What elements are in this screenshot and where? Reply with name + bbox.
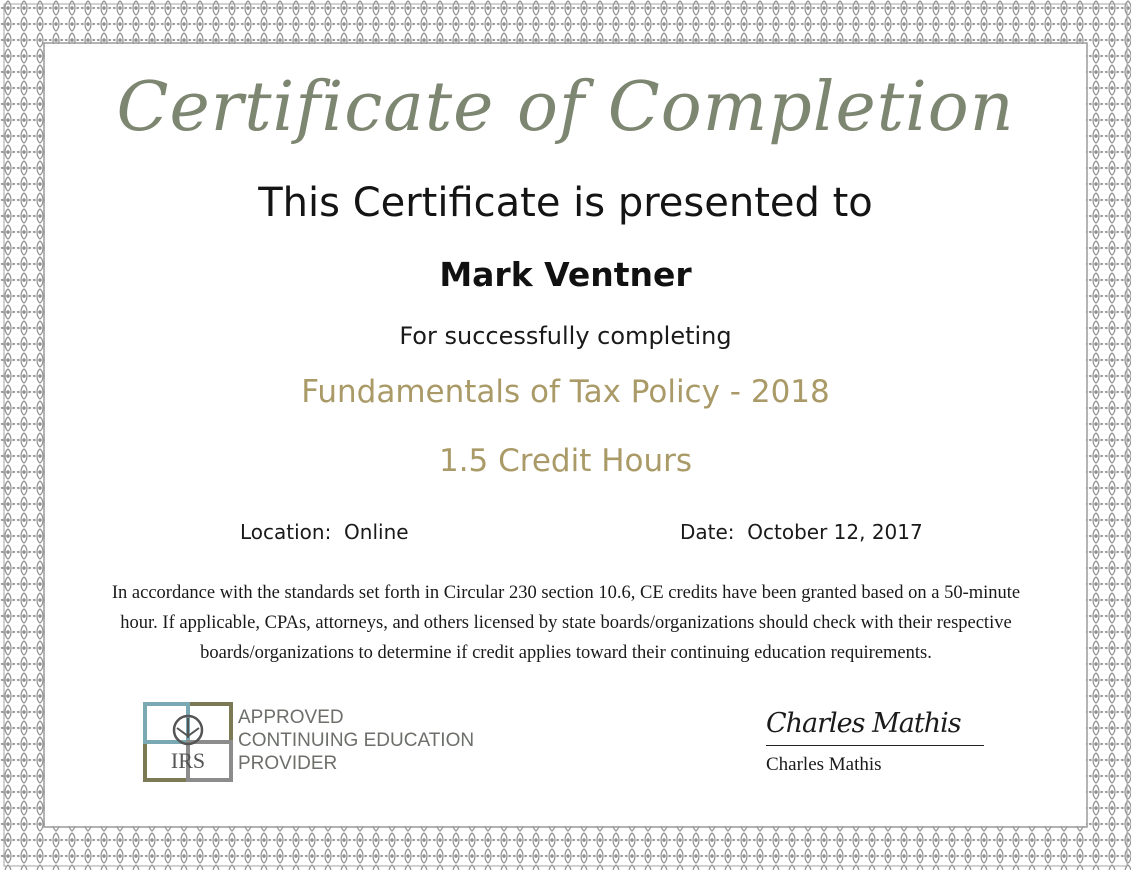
signature-line [766,745,984,746]
irs-eagle-logo-icon [143,702,233,782]
credit-hours: 1.5 Credit Hours [438,443,693,479]
presented-line: This Certificate is presented to [258,180,873,226]
approved-provider-label [238,706,474,775]
recipient-name: Mark Ventner [439,255,692,294]
provider-line-continuing-education: CONTINUING EDUCATION [238,730,475,751]
signature-script: Charles Mathis [766,708,961,739]
certificate-title: Certificate of Completion [116,68,1015,147]
date-field: Date: October 12, 2017 [680,520,923,544]
irs-logo-text: IRS [170,748,206,773]
course-title: Fundamentals of Tax Policy - 2018 [301,374,830,410]
provider-line-provider: PROVIDER [238,753,338,774]
accreditation-statement: In accordance with the standards set forth in Circular 230 section 10.6, CE credits have been granted based on a 50-minute hour. If applicable, CPAs, attorneys, and others licensed by state boards/organizations should check with their respective boards/organizations to determine if credit applies toward their continuing education requirements. [111,583,1021,663]
provider-line-approved: APPROVED [238,707,344,728]
completion-line: For successfully completing [399,322,732,350]
signer-name: Charles Mathis [766,754,882,775]
location-field: Location: Online [240,520,409,544]
